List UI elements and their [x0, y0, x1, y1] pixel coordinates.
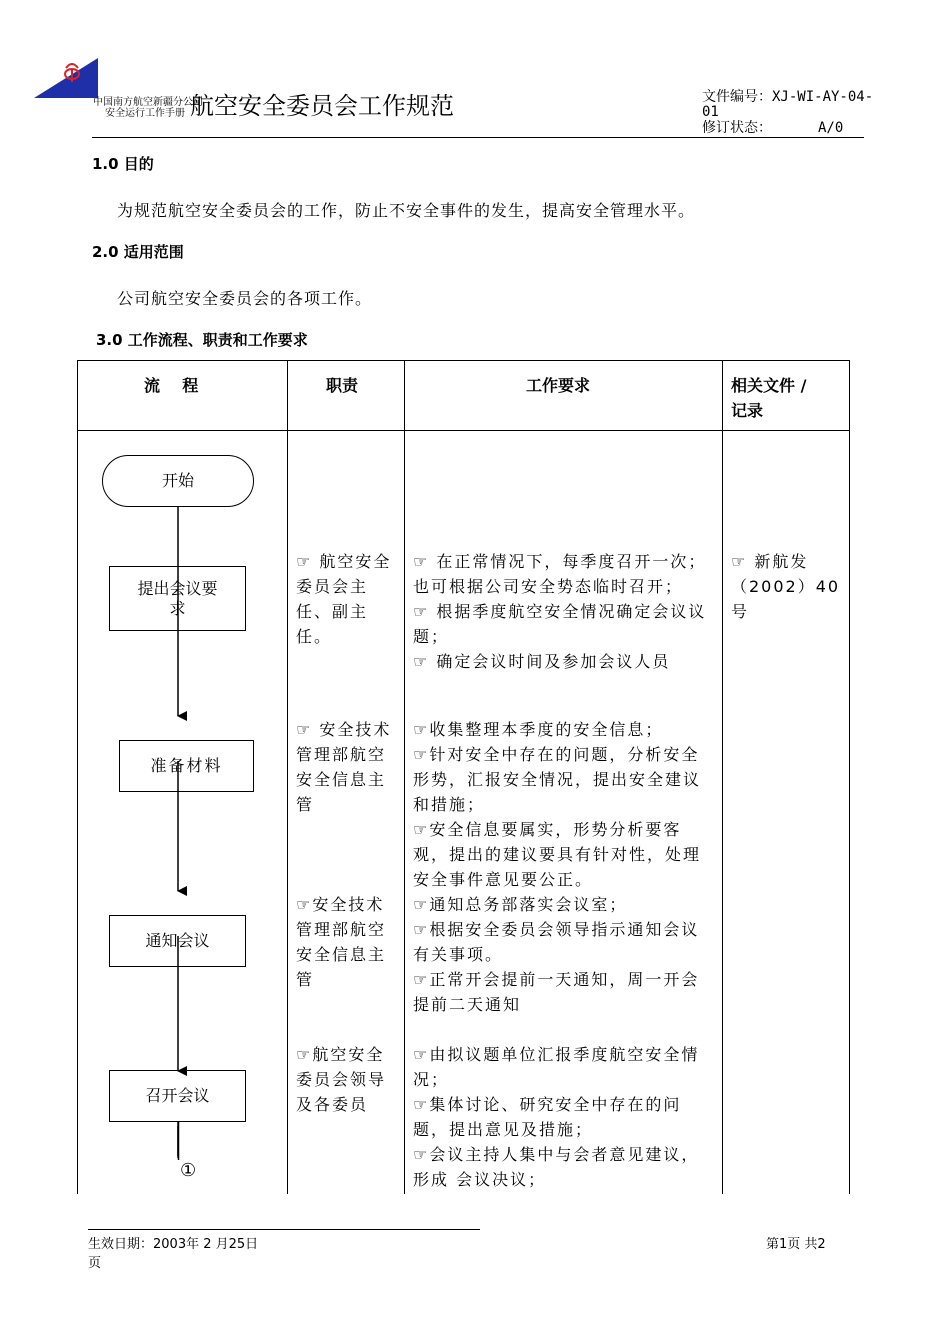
company-name: 中国南方航空新疆分公司 安全运行工作手册 — [93, 97, 203, 119]
footer-rule — [88, 1229, 480, 1230]
flow-step-notify-meeting: 通知会议 — [109, 915, 246, 967]
section-3-title: 3.0 工作流程、职责和工作要求 — [96, 331, 308, 349]
duty-row-4: ☞航空安全委员会领导及各委员 — [296, 1045, 387, 1114]
duty-row-1: ☞ 航空安全委员会主任、副主任。 — [296, 552, 392, 646]
table-border-right — [849, 360, 850, 1194]
revision-status: 修订状态： A/0 — [702, 120, 844, 136]
section-1-title: 1.0 目的 — [92, 155, 154, 173]
flow-connector-marker: ① — [180, 1160, 197, 1181]
requirement-item: ☞通知总务部落实会议室； — [413, 895, 628, 914]
requirement-item: ☞针对安全中存在的问题，分析安全形势，汇报安全情况，提出安全建议和措施； — [413, 745, 702, 814]
page-title: 航空安全委员会工作规范 — [190, 92, 454, 120]
section-2-title: 2.0 适用范围 — [92, 243, 184, 261]
header-related-docs: 相关文件 / 记录 — [731, 376, 807, 420]
table-col-divider-1 — [287, 360, 288, 1194]
requirements-row-1 — [413, 549, 716, 674]
table-col-divider-3 — [722, 360, 723, 1194]
duty-row-3: ☞安全技术管理部航空安全信息主管 — [296, 895, 387, 989]
header-rule — [92, 137, 864, 138]
flow-step-propose-meeting: 提出会议要求 — [109, 566, 246, 631]
table-border-top — [77, 360, 850, 361]
header-flow: 流 程 — [144, 376, 199, 395]
requirement-item: ☞根据安全委员会领导指示通知会议有关事项。 — [413, 920, 700, 964]
flow-step-prepare-materials: 准备材料 — [119, 740, 254, 792]
requirement-item: ☞ 确定会议时间及参加会议人员 — [413, 652, 671, 671]
duty-row-2: ☞ 安全技术管理部航空安全信息主管 — [296, 720, 392, 814]
doc-number: 文件编号：XJ-WI-AY-04- 01 — [702, 89, 874, 120]
requirements-row-2 — [413, 717, 716, 892]
flow-step-hold-meeting: 召开会议 — [109, 1070, 246, 1122]
effective-date: 生效日期：2003年 2 月25日 页 — [88, 1237, 259, 1271]
related-docs-row-1: ☞ 新航发（2002）40号 — [731, 552, 841, 621]
requirement-item: ☞由拟议题单位汇报季度航空安全情况； — [413, 1045, 700, 1089]
company-logo — [34, 58, 98, 98]
requirement-item: ☞集体讨论、研究安全中存在的问题，提出意见及措施； — [413, 1095, 682, 1139]
requirement-item: ☞ 根据季度航空安全情况确定会议议题； — [413, 602, 707, 646]
section-2-body: 公司航空安全委员会的各项工作。 — [117, 289, 373, 308]
table-col-divider-2 — [404, 360, 405, 1194]
requirement-item: ☞安全信息要属实，形势分析要客观，提出的建议要具有针对性，处理安全事件意见要公正。 — [413, 820, 702, 889]
requirement-item: ☞正常开会提前一天通知，周一开会提前二天通知 — [413, 970, 700, 1014]
requirement-item: ☞收集整理本季度的安全信息； — [413, 720, 664, 739]
flow-start: 开始 — [102, 455, 254, 507]
page-number: 第1页 共2 — [766, 1237, 826, 1252]
requirements-row-4 — [413, 1042, 716, 1192]
header-duty: 职责 — [326, 376, 359, 395]
flow-tail-line — [177, 1122, 180, 1160]
requirement-item: ☞ 在正常情况下，每季度召开一次； 也可根据公司安全势态临时召开； — [413, 552, 707, 596]
requirement-item: ☞会议主持人集中与会者意见建议，形成 会议决议； — [413, 1145, 700, 1189]
header-requirements: 工作要求 — [526, 376, 591, 395]
requirements-row-3 — [413, 892, 716, 1017]
section-1-body: 为规范航空安全委员会的工作，防止不安全事件的发生，提高安全管理水平。 — [117, 201, 696, 220]
